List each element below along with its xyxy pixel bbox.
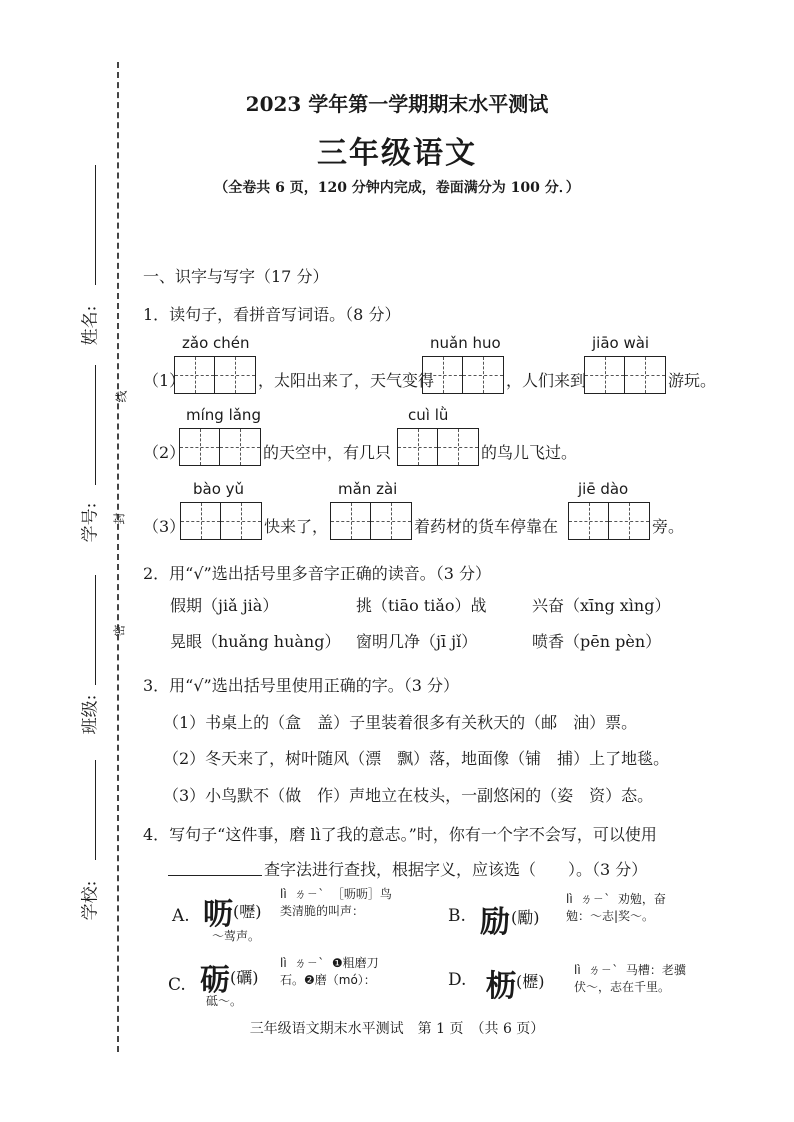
answer-box-minglang[interactable] — [179, 428, 261, 466]
section-title: 一、识字与写字（17 分） — [143, 267, 329, 286]
q2-item-penxiang[interactable]: 喷香（pēn pèn） — [532, 632, 662, 651]
row2-text2: 的鸟儿飞过。 — [481, 443, 578, 462]
exam-title: 2023 学年第一学期期末水平测试 — [245, 92, 549, 116]
id-line — [95, 365, 96, 485]
answer-box-nuanhuo[interactable] — [422, 356, 504, 394]
secret-char: 密 — [112, 624, 127, 637]
row1-text3: 游玩。 — [668, 371, 717, 390]
exam-note: （全卷共 6 页，120 分钟内完成，卷面满分为 100 分．） — [214, 180, 580, 196]
binding-dashed-line — [117, 62, 119, 1052]
q3-item-3[interactable]: （3）小鸟默不（做 作）声地立在枝头，一副悠闲的（姿 资）态。 — [163, 786, 654, 805]
id-label: 学号: — [80, 502, 101, 543]
option-a-trad: (嚦) — [233, 902, 262, 921]
option-d-letter[interactable]: D. — [448, 970, 467, 990]
school-label: 学校: — [80, 880, 101, 921]
option-a-def: lì ㄌㄧˋ ［呖呖］鸟 类清脆的叫声： — [280, 887, 392, 918]
q2-item-chuangming[interactable]: 窗明几净（jī jǐ） — [356, 632, 478, 651]
answer-box-zaochen[interactable] — [174, 356, 256, 394]
answer-box-jiedao[interactable] — [568, 502, 650, 540]
option-c-trad: (礪) — [230, 968, 259, 987]
option-b-trad: (勵) — [511, 908, 540, 927]
row2-text1: 的天空中，有几只 — [263, 443, 392, 462]
row1-num: （1） — [143, 371, 186, 390]
pinyin-minglang: míng lǎng — [186, 406, 261, 424]
row2-num: （2） — [143, 443, 186, 462]
option-a-letter[interactable]: A. — [172, 906, 190, 926]
option-c-def: lì ㄌㄧˋ ❶粗磨刀 石。❷磨（mó）： — [280, 956, 379, 987]
seal-char: 封 — [112, 512, 127, 525]
class-line — [95, 575, 96, 685]
row1-text2: ，人们来到 — [506, 371, 587, 390]
line-char: 线 — [114, 390, 129, 403]
answer-box-jiaowai[interactable] — [584, 356, 666, 394]
pinyin-baoyu: bào yǔ — [193, 480, 245, 498]
school-line — [95, 760, 96, 860]
q4-prompt: 4．写句子“这件事，磨 lì了我的意志。”时，你有一个字不会写，可以使用 — [143, 825, 657, 844]
subject-title: 三年级语文 — [317, 136, 477, 171]
q2-item-xingfen[interactable]: 兴奋（xīng xìng） — [532, 596, 671, 615]
pinyin-zaochen: zǎo chén — [182, 334, 250, 352]
answer-box-cuilu[interactable] — [397, 428, 479, 466]
row3-num: （3） — [143, 517, 186, 536]
q4-answer-blank[interactable] — [168, 875, 262, 876]
option-d-def: lì ㄌㄧˋ 马槽：老骥 伏～，志在千里。 — [574, 963, 686, 994]
option-b-letter[interactable]: B. — [448, 906, 466, 926]
option-b-char: 励 — [480, 905, 510, 940]
class-label: 班级: — [80, 694, 101, 735]
row1-text1: ，太阳出来了，天气变得 — [258, 371, 435, 390]
name-label: 姓名: — [80, 305, 101, 346]
option-d-trad: (櫪) — [516, 972, 545, 991]
row3-text3: 旁。 — [652, 517, 685, 536]
pinyin-cuilu: cuì lǜ — [408, 406, 449, 424]
q3-prompt: 3．用“√”选出括号里使用正确的字。（3 分） — [143, 676, 460, 695]
answer-box-baoyu[interactable] — [180, 502, 262, 540]
q3-item-1[interactable]: （1）书桌上的（盒 盖）子里装着很多有关秋天的（邮 油）票。 — [163, 713, 638, 732]
pinyin-manzai: mǎn zài — [338, 480, 398, 498]
option-c-letter[interactable]: C. — [168, 975, 186, 995]
q2-prompt: 2．用“√”选出括号里多音字正确的读音。（3 分） — [143, 564, 492, 583]
answer-box-manzai[interactable] — [330, 502, 412, 540]
option-c-char: 砺 — [200, 963, 230, 998]
q4-line2: 查字法进行查找，根据字义，应该选（ ）。（3 分） — [264, 860, 648, 879]
q2-item-huangyan[interactable]: 晃眼（huǎng huàng） — [170, 632, 341, 651]
pinyin-nuanhuo: nuǎn huo — [430, 334, 501, 352]
row3-text2: 着药材的货车停靠在 — [414, 517, 559, 536]
option-d-char: 枥 — [486, 969, 516, 1004]
option-c-tail: 砥～。 — [206, 994, 243, 1008]
q1-prompt: 1．读句子，看拼音写词语。（8 分） — [143, 305, 401, 324]
q3-item-2[interactable]: （2）冬天来了，树叶随风（漂 飘）落，地面像（铺 捕）上了地毯。 — [163, 749, 670, 768]
q2-item-jiaqi[interactable]: 假期（jiǎ jià） — [170, 596, 279, 615]
pinyin-jiaowai: jiāo wài — [592, 334, 650, 352]
option-a-tail: ～莺声。 — [212, 929, 261, 943]
option-b-def: lì ㄌㄧˋ 劝勉，奋 勉：～志|奖～。 — [566, 892, 666, 923]
page-footer: 三年级语文期末水平测试 第 1 页 （共 6 页） — [249, 1021, 545, 1037]
q2-item-tiaozhan[interactable]: 挑（tiāo tiǎo）战 — [356, 596, 487, 615]
pinyin-jiedao: jiē dào — [578, 480, 629, 498]
row3-text1: 快来了， — [264, 517, 329, 536]
option-a-char: 呖 — [203, 897, 233, 932]
